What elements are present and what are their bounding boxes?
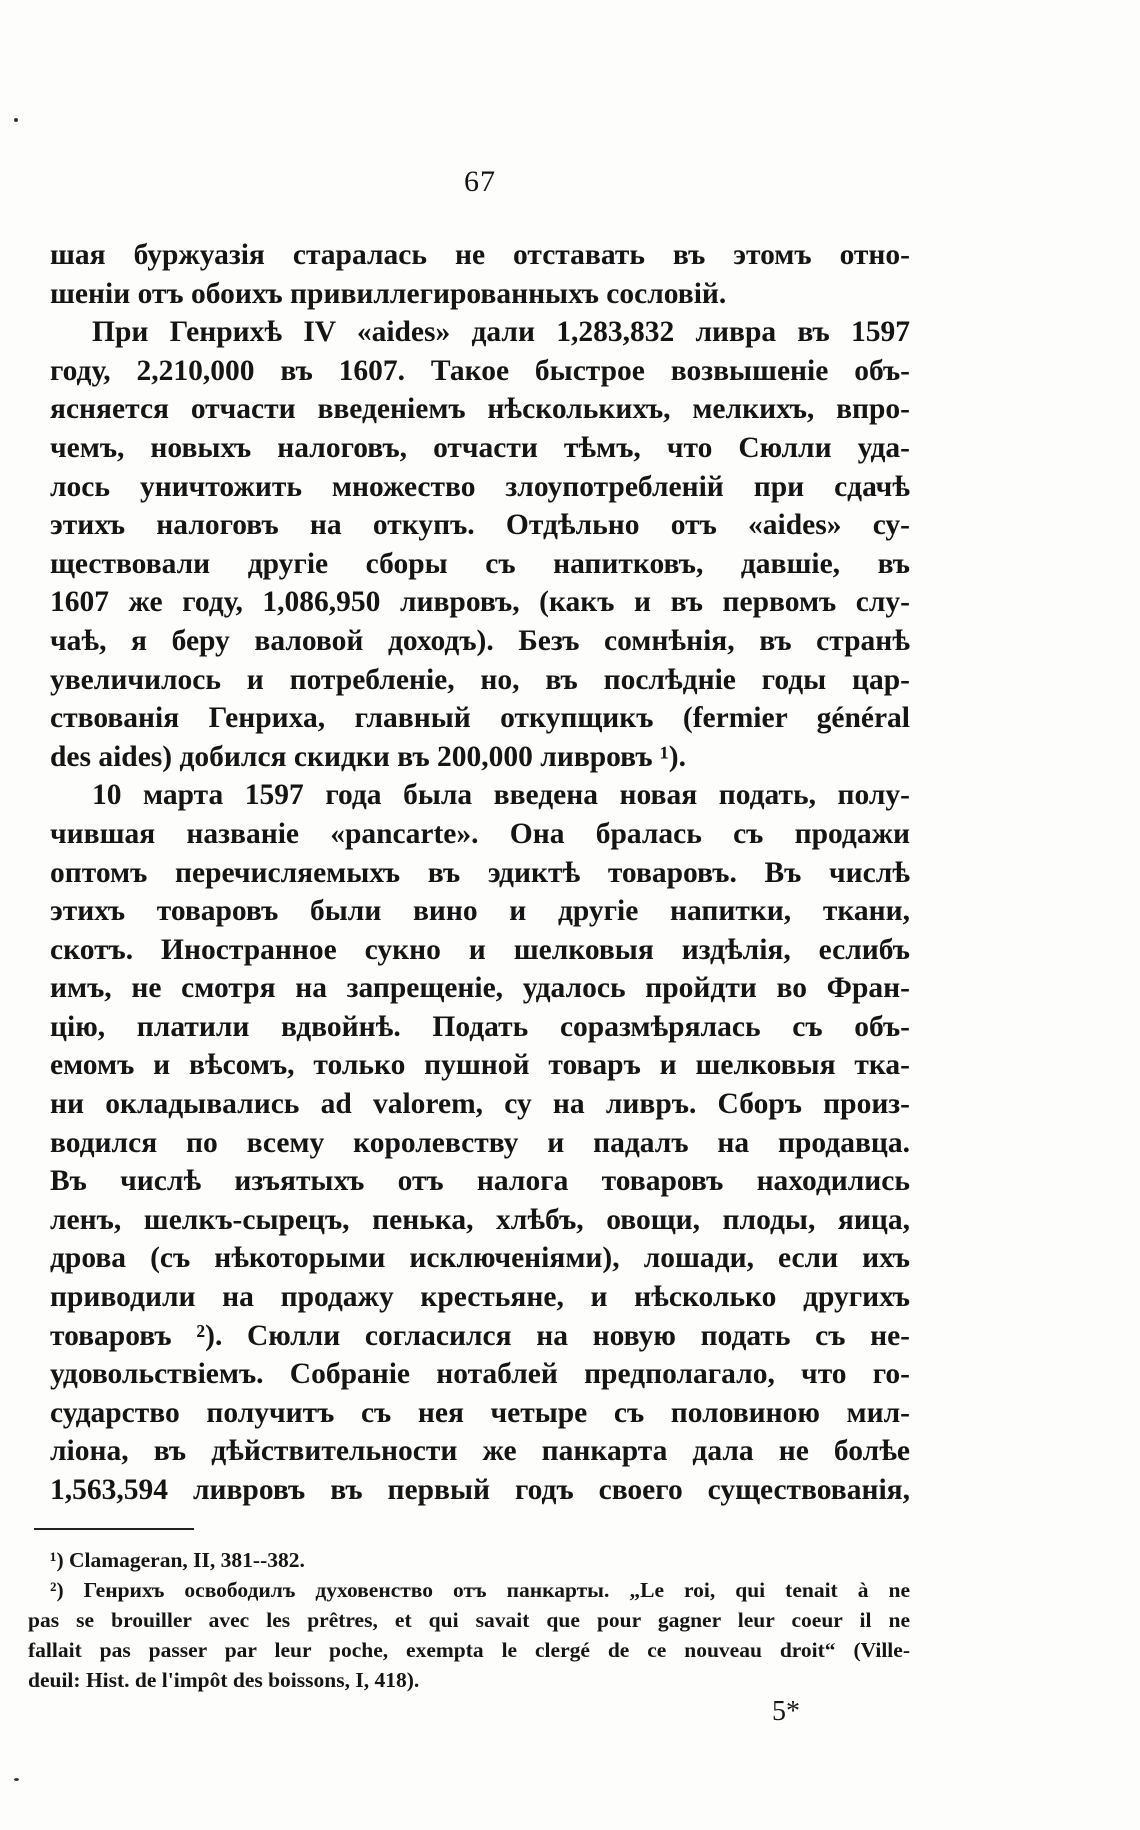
text-line: des aides) добился скидки въ 200,000 ливровъ ¹). (50, 740, 686, 773)
text-line: имъ, не смотря на запрещеніе, удалось пройдти во Фран- (50, 972, 910, 1005)
paragraph (50, 776, 910, 1509)
text-line: сударство получитъ съ нея четыре съ половиною мил- (50, 1396, 910, 1429)
text-line: этихъ товаровъ были вино и другіе напитки, ткани, (50, 895, 910, 928)
text-line: увеличилось и потребленіе, но, въ послѣдніе годы цар- (50, 663, 910, 696)
text-line: 1,563,594 ливровъ въ первый годъ своего существованія, (50, 1474, 910, 1506)
text-line: ществовали другіе сборы съ напитковъ, давшіе, въ (50, 547, 910, 580)
scan-speck (14, 118, 18, 122)
text-line: емомъ и вѣсомъ, только пушной товаръ и шелковыя тка- (50, 1049, 910, 1082)
text-line: шеніи отъ обоихъ привиллегированныхъ сословій. (50, 277, 727, 310)
text-line: удовольствіемъ. Собраніе нотаблей предполагало, что го- (50, 1358, 910, 1391)
footnote-divider (34, 1528, 194, 1530)
text-line: ленъ, шелкъ-сырецъ, пенька, хлѣбъ, овощи, плоды, яица, (50, 1203, 910, 1236)
text-line: чаѣ, я беру валовой доходъ). Безъ сомнѣнія, въ странѣ (50, 624, 910, 657)
footnote-line: ¹) Clamageran, II, 381--382. (50, 1548, 305, 1572)
footnote-line: fallait pas passer par leur poche, exempta le clergé de ce nouveau droit“ (Ville- (28, 1638, 910, 1662)
text-line: дрова (съ нѣкоторыми исключеніями), лошади, если ихъ (50, 1242, 910, 1275)
text-line: лось уничтожить множество злоупотребленій при сдачѣ (50, 470, 910, 503)
text-line: Въ числѣ изъятыхъ отъ налога товаровъ находились (50, 1165, 910, 1198)
scan-speck (14, 1778, 19, 1781)
text-line: скотъ. Иностранное сукно и шелковыя издѣлія, еслибъ (50, 933, 910, 966)
text-line: оптомъ перечисляемыхъ въ эдиктѣ товаровъ. Въ числѣ (50, 856, 910, 889)
text-line: цію, платили вдвойнѣ. Подать соразмѣрялась съ объ- (50, 1010, 910, 1043)
body-text (50, 236, 910, 1510)
signature-mark: 5* (772, 1696, 800, 1727)
paragraph (50, 313, 910, 776)
text-line: 10 марта 1597 года была введена новая подать, полу- (92, 779, 910, 812)
text-line: этихъ налоговъ на откупъ. Отдѣльно отъ «aides» су- (50, 509, 910, 542)
text-line: ясняется отчасти введеніемъ нѣсколькихъ, мелкихъ, впро- (50, 393, 910, 426)
text-line: чившая названіе «pancarte». Она бралась съ продажи (50, 817, 910, 850)
paragraph (50, 236, 910, 313)
text-line: ствованія Генриха, главный откупщикъ (fermier général (50, 702, 910, 735)
footnote-line: pas se brouiller avec les prêtres, et qui savait que pour gagner leur coeur il ne (28, 1608, 910, 1632)
footnote-line: ²) Генрихъ освободилъ духовенство отъ панкарты. „Le roi, qui tenait à ne (50, 1578, 910, 1602)
footnote-1 (28, 1545, 910, 1575)
text-line: приводили на продажу крестьяне, и нѣсколько другихъ (50, 1281, 910, 1314)
text-line: товаровъ ²). Сюлли согласился на новую подать съ не- (50, 1319, 910, 1352)
text-line: чемъ, новыхъ налоговъ, отчасти тѣмъ, что Сюлли уда- (50, 431, 910, 464)
footnotes (28, 1545, 910, 1695)
text-line: ліона, въ дѣйствительности же панкарта дала не болѣе (50, 1435, 910, 1468)
text-line: году, 2,210,000 въ 1607. Такое быстрое возвышеніе объ- (50, 354, 910, 387)
text-line: водился по всему королевству и падалъ на продавца. (50, 1126, 910, 1159)
text-line: шая буржуазія старалась не отставать въ этомъ отно- (50, 239, 910, 271)
text-line: При Генрихѣ IV «aides» дали 1,283,832 ливра въ 1597 (92, 316, 910, 349)
footnote-2 (28, 1575, 910, 1695)
text-line: 1607 же году, 1,086,950 ливровъ, (какъ и въ первомъ слу- (50, 586, 910, 619)
page-number: 67 (464, 165, 496, 198)
text-line: ни окладывались ad valorem, су на ливръ. Сборъ произ- (50, 1088, 910, 1121)
footnote-line: deuil: Hist. de l'impôt des boissons, I, 418). (28, 1668, 420, 1692)
